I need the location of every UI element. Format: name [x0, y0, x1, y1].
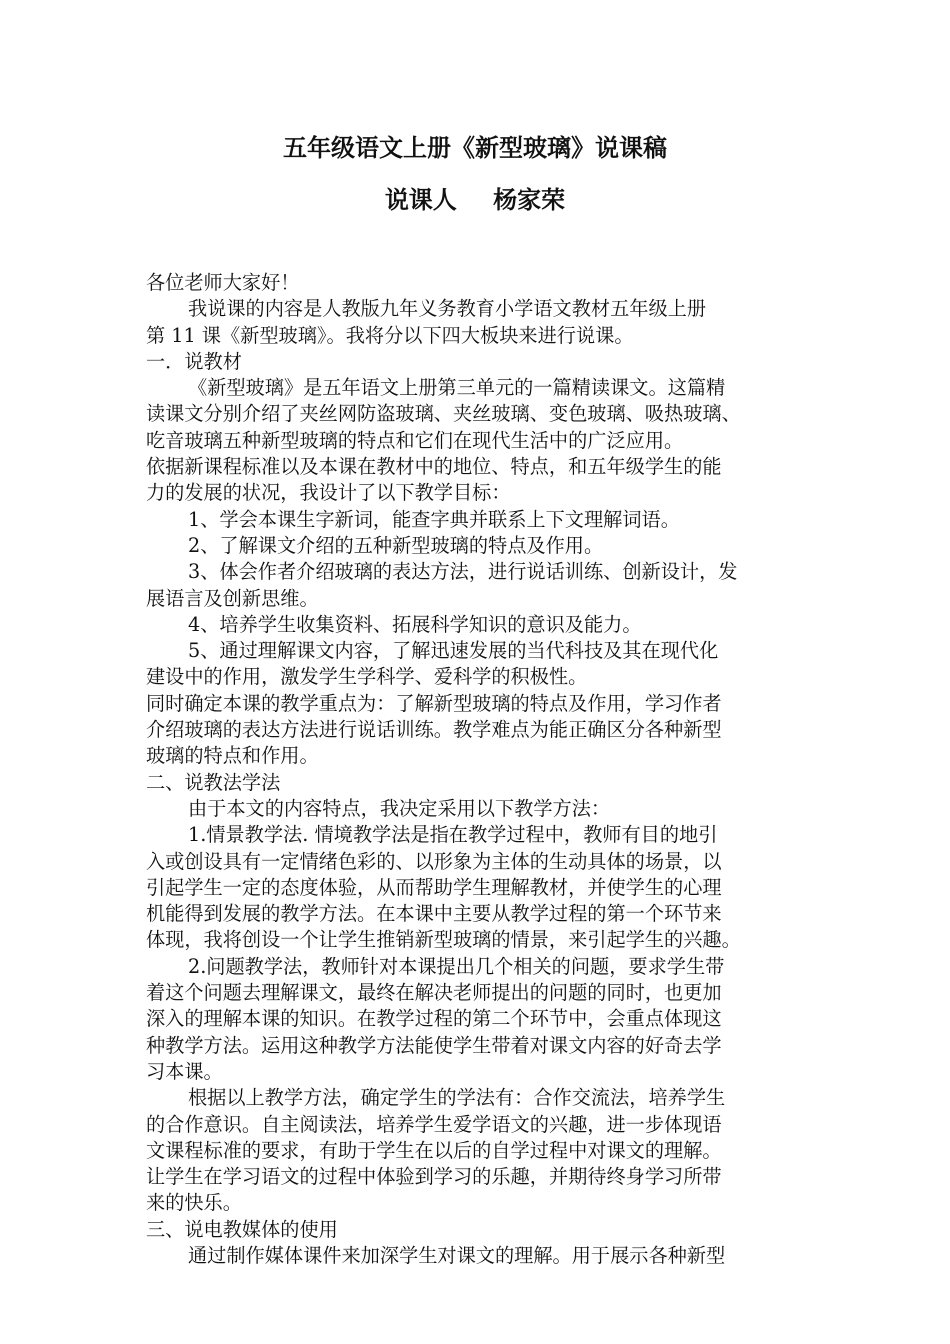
text-line: 来的快乐。 — [146, 1191, 242, 1215]
text-line: 三、说电教媒体的使用 — [146, 1217, 338, 1241]
document-body — [146, 270, 814, 1269]
text-line: 机能得到发展的教学方法。在本课中主要从教学过程的第一个环节来 — [146, 902, 722, 926]
text-line: 由于本文的内容特点，我决定采用以下教学方法： — [188, 796, 611, 820]
text-line: 2、了解课文介绍的五种新型玻璃的特点及作用。 — [188, 533, 604, 557]
text-line: 吃音玻璃五种新型玻璃的特点和它们在现代生活中的广泛应用。 — [146, 428, 684, 452]
text-line: 第 11 课《新型玻璃》。我将分以下四大板块来进行说课。 — [146, 323, 634, 347]
text-line: 5、通过理解课文内容，了解迅速发展的当代科技及其在现代化 — [188, 639, 719, 663]
text-line: 同时确定本课的教学重点为：了解新型玻璃的特点及作用，学习作者 — [146, 691, 722, 715]
text-line: 各位老师大家好！ — [146, 271, 300, 294]
text-line: 《新型玻璃》是五年语文上册第三单元的一篇精读课文。这篇精 — [188, 376, 726, 400]
text-line: 让学生在学习语文的过程中体验到学习的乐趣，并期待终身学习所带 — [146, 1165, 722, 1189]
text-line: 3、体会作者介绍玻璃的表达方法，进行说话训练、创新设计，发 — [188, 560, 738, 584]
text-line: 一．说教材 — [146, 349, 242, 373]
text-line: 介绍玻璃的表达方法进行说话训练。教学难点为能正确区分各种新型 — [146, 718, 722, 742]
text-line: 根据以上教学方法，确定学生的学法有：合作交流法，培养学生 — [188, 1086, 726, 1110]
text-line: 的合作意识。自主阅读法，培养学生爱学语文的兴趣，进一步体现语 — [146, 1112, 722, 1136]
text-line: 文课程标准的要求，有助于学生在以后的自学过程中对课文的理解。 — [146, 1138, 722, 1162]
document-title: 五年级语文上册《新型玻璃》说课稿 — [283, 134, 667, 162]
presenter-line: 说课人 杨家荣 — [384, 186, 566, 214]
text-line: 我说课的内容是人教版九年义务教育小学语文教材五年级上册 — [188, 297, 707, 321]
text-line: 深入的理解本课的知识。在教学过程的第二个环节中，会重点体现这 — [146, 1007, 722, 1031]
text-line: 建设中的作用，激发学生学科学、爱科学的积极性。 — [146, 665, 588, 689]
text-line: 通过制作媒体课件来加深学生对课文的理解。用于展示各种新型 — [188, 1243, 726, 1267]
text-line: 1.情景教学法. 情境教学法是指在教学过程中，教师有目的地引 — [188, 823, 718, 847]
text-line: 玻璃的特点和作用。 — [146, 744, 319, 768]
text-line: 展语言及创新思维。 — [146, 586, 319, 610]
text-line: 4、培养学生收集资料、拓展科学知识的意识及能力。 — [188, 612, 642, 636]
text-line: 着这个问题去理解课文，最终在解决老师提出的问题的同时，也更加 — [146, 981, 722, 1005]
text-line: 二、说教法学法 — [146, 770, 281, 794]
text-line: 读课文分别介绍了夹丝网防盗玻璃、夹丝玻璃、变色玻璃、吸热玻璃、 — [146, 402, 741, 426]
text-line: 入或创设具有一定情绪色彩的、以形象为主体的生动具体的场景，以 — [146, 849, 722, 873]
text-line: 力的发展的状况，我设计了以下教学目标： — [146, 481, 511, 505]
text-line: 1、学会本课生字新词，能查字典并联系上下文理解词语。 — [188, 507, 680, 531]
text-line: 依据新课程标准以及本课在教材中的地位、特点，和五年级学生的能 — [146, 455, 722, 479]
text-line: 体现，我将创设一个让学生推销新型玻璃的情景，来引起学生的兴趣。 — [146, 928, 741, 952]
text-line: 引起学生一定的态度体验，从而帮助学生理解教材，并使学生的心理 — [146, 875, 722, 899]
text-line: 种教学方法。运用这种教学方法能使学生带着对课文内容的好奇去学 — [146, 1033, 722, 1057]
text-line: 2.问题教学法，教师针对本课提出几个相关的问题，要求学生带 — [188, 954, 725, 978]
text-line: 习本课。 — [146, 1059, 223, 1083]
